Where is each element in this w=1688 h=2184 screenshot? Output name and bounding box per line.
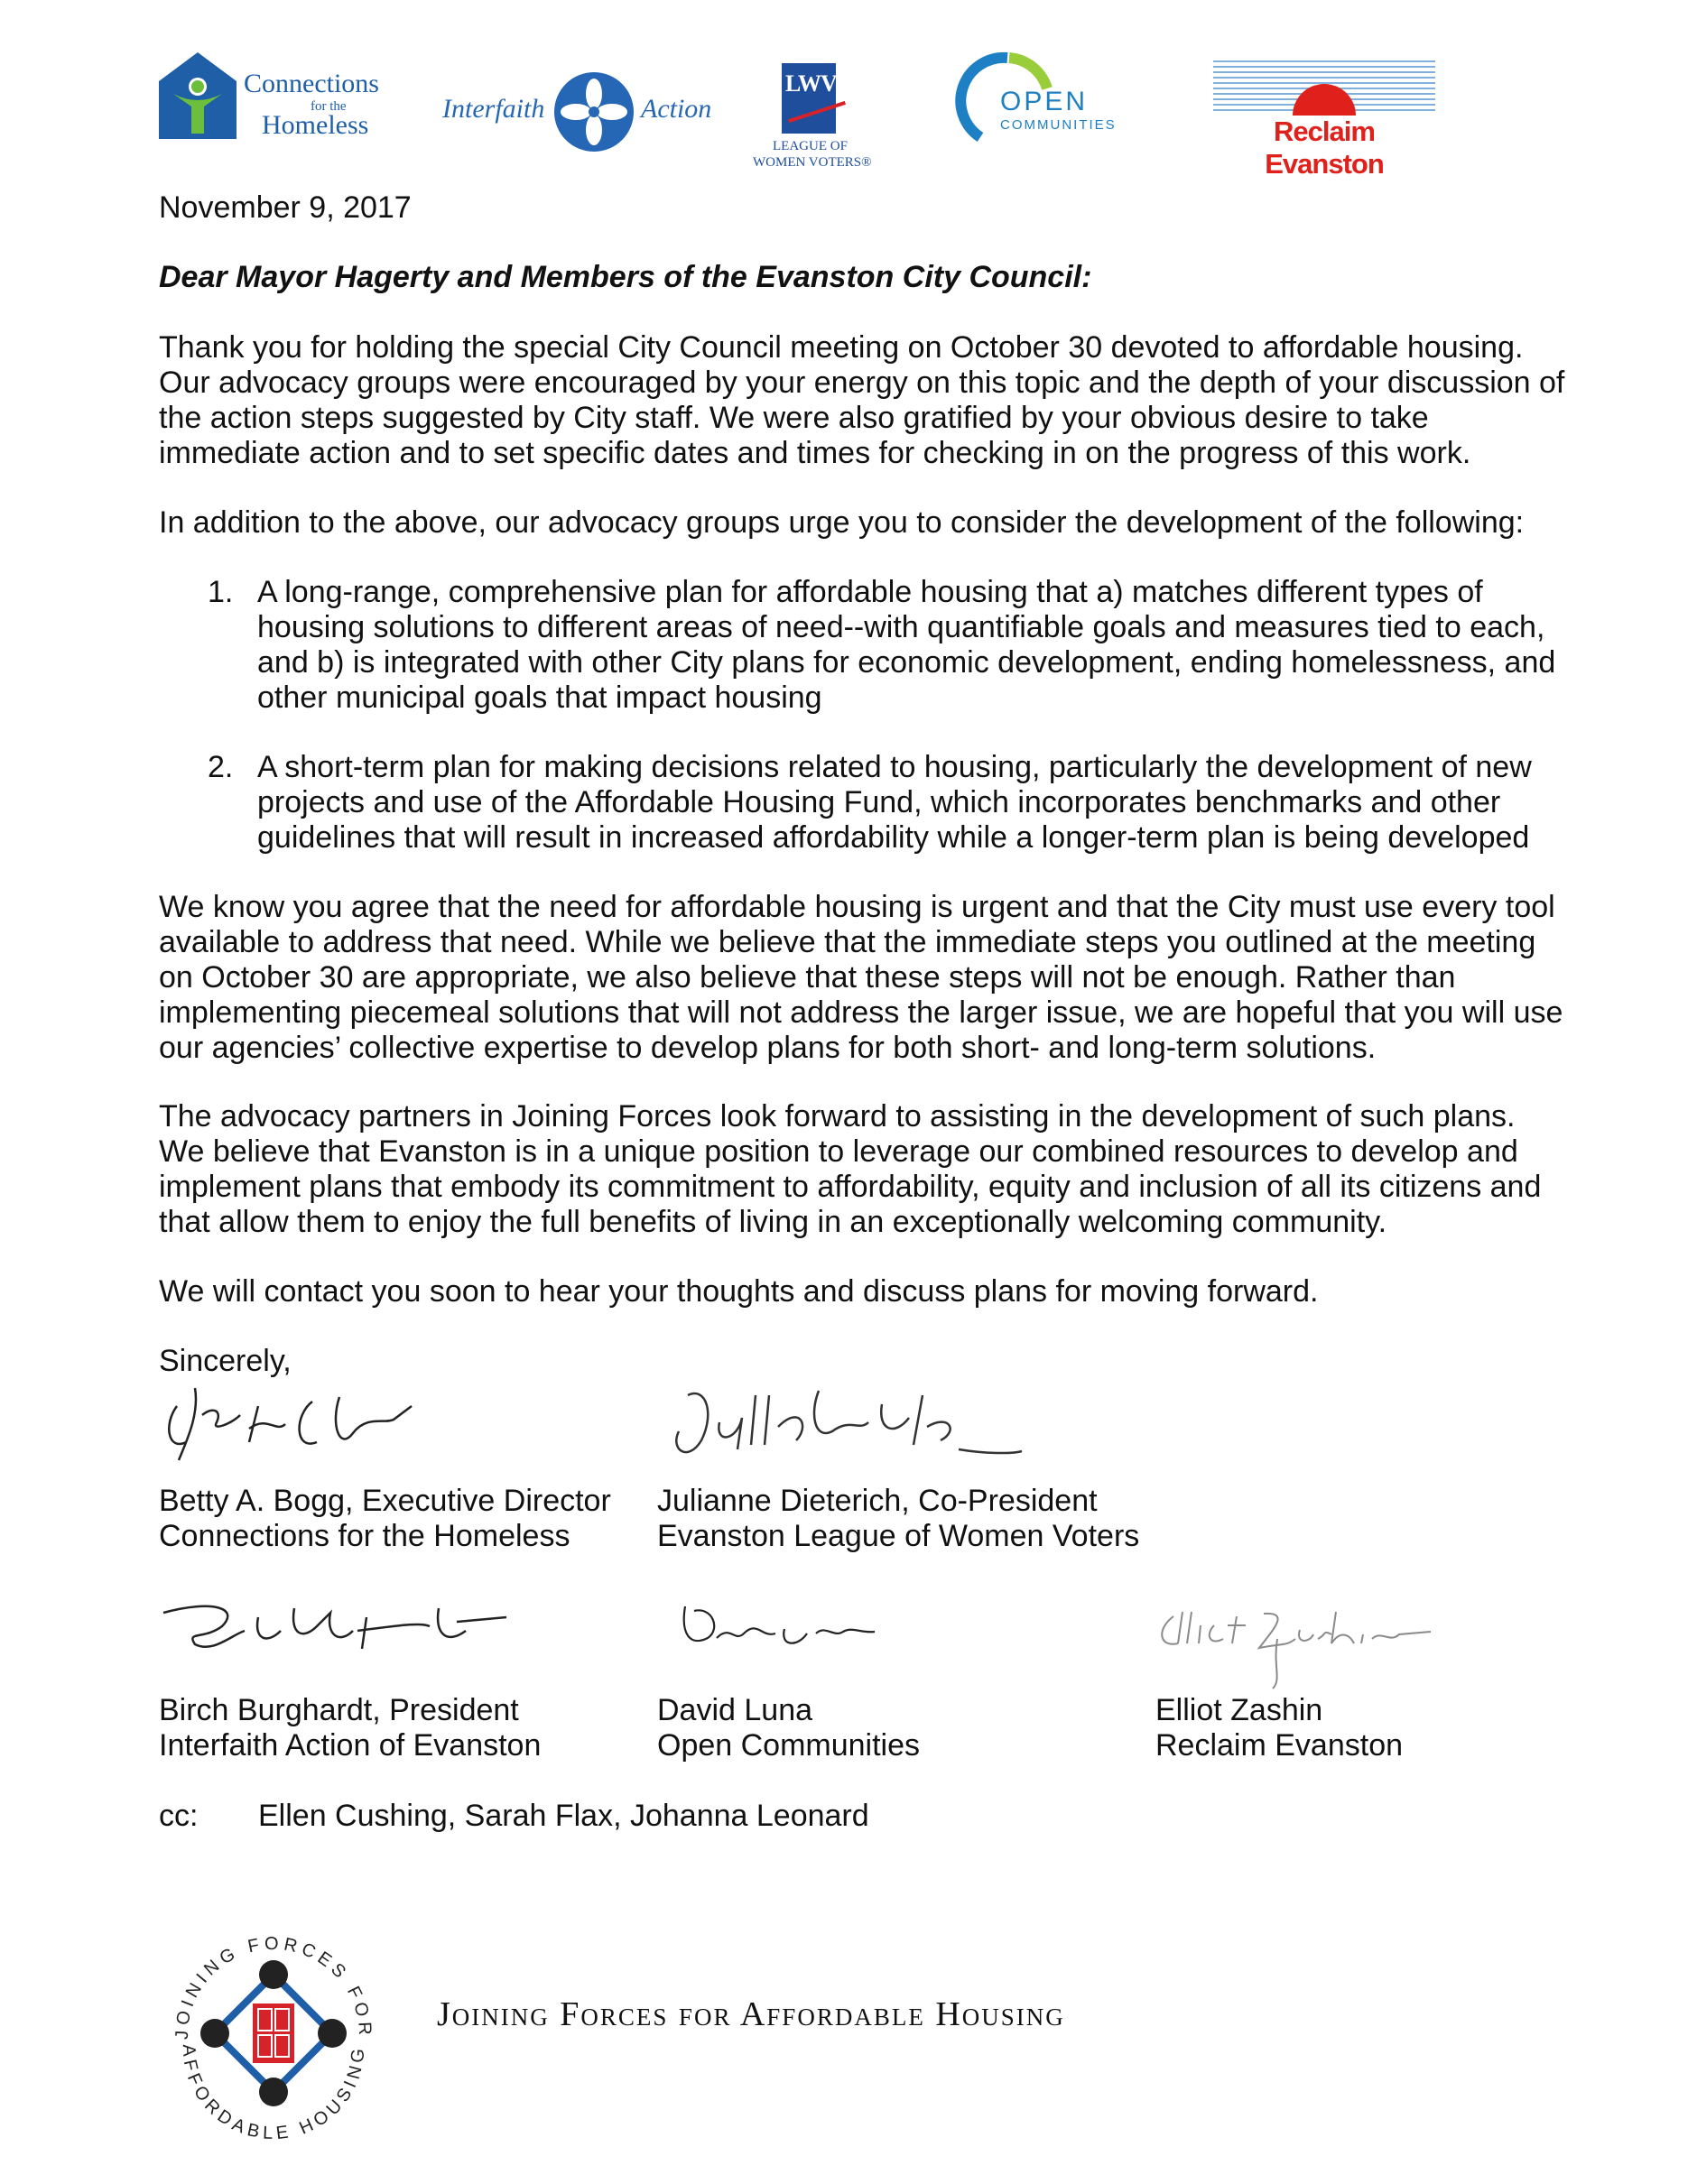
signatory-org: Reclaim Evanston — [1155, 1728, 1404, 1763]
signatory-name: Birch Burghardt, President — [159, 1693, 519, 1727]
lwv-line2: WOMEN VOTERS® — [753, 155, 872, 170]
cc-label: cc: — [159, 1799, 199, 1833]
list-item-number: 1. — [208, 575, 234, 609]
letter-paragraph-4: The advocacy partners in Joining Forces look forward to assisting in the development of such plans. We believe that Evanston is in a unique position to leverage our combined resources to develop and implement plans that embody its commitment to affordability, equity and inclusion of all its citizens and that allow them to enjoy the full benefits of living in an exceptionally welcoming community. — [159, 1099, 1542, 1239]
lwv-mark-text: LWV — [785, 70, 837, 97]
interfaith-flower-icon — [552, 70, 635, 153]
open-line1: OPEN — [1000, 87, 1089, 116]
signature-betty-bogg — [159, 1379, 439, 1469]
signature-birch-burghardt — [159, 1590, 511, 1671]
signatory-name: Elliot Zashin — [1155, 1693, 1323, 1727]
reclaim-text: Reclaim Evanston — [1265, 116, 1384, 180]
letter-paragraph-5: We will contact you soon to hear your thoughts and discuss plans for moving forward. — [159, 1274, 1319, 1309]
cc-names: Ellen Cushing, Sarah Flax, Johanna Leonard — [258, 1799, 869, 1833]
signature-david-luna — [672, 1597, 879, 1661]
signatory-name: Betty A. Bogg, Executive Director — [159, 1484, 611, 1518]
open-line2: COMMUNITIES — [1000, 117, 1117, 133]
lwv-line1: LEAGUE OF — [773, 139, 848, 153]
signature-julianne-dieterich — [652, 1377, 1031, 1476]
logo-connections-for-the-homeless — [157, 51, 410, 141]
logo-league-of-women-voters — [746, 63, 890, 171]
footer-title: Joining Forces for Affordable Housing — [437, 1995, 1065, 2033]
logo-interfaith-action — [442, 70, 722, 161]
seal-bottom-text: AFFORDABLE HOUSING — [178, 2043, 369, 2144]
reclaim-sunrise-icon — [1213, 56, 1435, 116]
lwv-mark-box — [782, 63, 836, 134]
letter-date: November 9, 2017 — [159, 190, 412, 225]
letter-paragraph-2: In addition to the above, our advocacy groups urge you to consider the development of the following: — [159, 505, 1525, 540]
connections-line2: for the — [311, 99, 347, 114]
joining-forces-seal — [152, 1913, 395, 2157]
list-item-number: 2. — [208, 750, 234, 784]
connections-line1: Connections — [244, 69, 379, 98]
interfaith-right-text: Action — [641, 94, 712, 124]
signatory-name: David Luna — [657, 1693, 813, 1727]
letter-paragraph-1: Thank you for holding the special City Council meeting on October 30 devoted to affordable housing. Our advocacy groups were encouraged by your energy on this topic and the depth of your discussion of the action steps suggested by City staff. We were also gratified by your obvious desire to take immediate action and to set specific dates and times for checking in on the progress of this work. — [159, 330, 1565, 470]
letter-paragraph-3: We know you agree that the need for affordable housing is urgent and that the City must use every tool available to address that need. While we believe that the immediate steps you outlined at the meeting on October 30 are appropriate, we also believe that these steps will not be enough. Rather than implementing piecemeal solutions that will not address the larger issue, we are hopeful that you will use our agencies’ collective expertise to develop plans for both short- and long-term solutions. — [159, 890, 1563, 1065]
list-item-text: A long-range, comprehensive plan for affordable housing that a) matches different types of housing solutions to different areas of need--with quantifiable goals and measures tied to each, and b) is integrated with other City plans for economic development, ending homelessness, and other municipal goals that impact housing — [257, 575, 1556, 715]
letter-closing: Sincerely, — [159, 1344, 292, 1378]
logo-reclaim-evanston — [1213, 56, 1435, 180]
signatory-org: Open Communities — [657, 1728, 921, 1763]
logo-open-communities — [953, 51, 1134, 150]
seal-top-text: JOINING FORCES FOR — [172, 1933, 376, 2041]
list-item-text: A short-term plan for making decisions related to housing, particularly the development of new projects and use of the Affordable Housing Fund, which incorporates benchmarks and other guidelines that will result in increased affordability while a longer-term plan is being developed — [257, 750, 1532, 855]
letter-salutation: Dear Mayor Hagerty and Members of the Evanston City Council: — [159, 260, 1092, 294]
signatory-org: Interfaith Action of Evanston — [159, 1728, 542, 1763]
signatory-name: Julianne Dieterich, Co-President — [657, 1484, 1098, 1518]
connections-house-icon — [157, 51, 238, 141]
signatory-org: Connections for the Homeless — [159, 1519, 570, 1553]
interfaith-left-text: Interfaith — [442, 94, 545, 124]
connections-line3: Homeless — [262, 110, 369, 140]
lwv-check-stroke — [788, 101, 846, 123]
signature-elliot-zashin — [1146, 1603, 1435, 1693]
signatory-org: Evanston League of Women Voters — [657, 1519, 1140, 1553]
